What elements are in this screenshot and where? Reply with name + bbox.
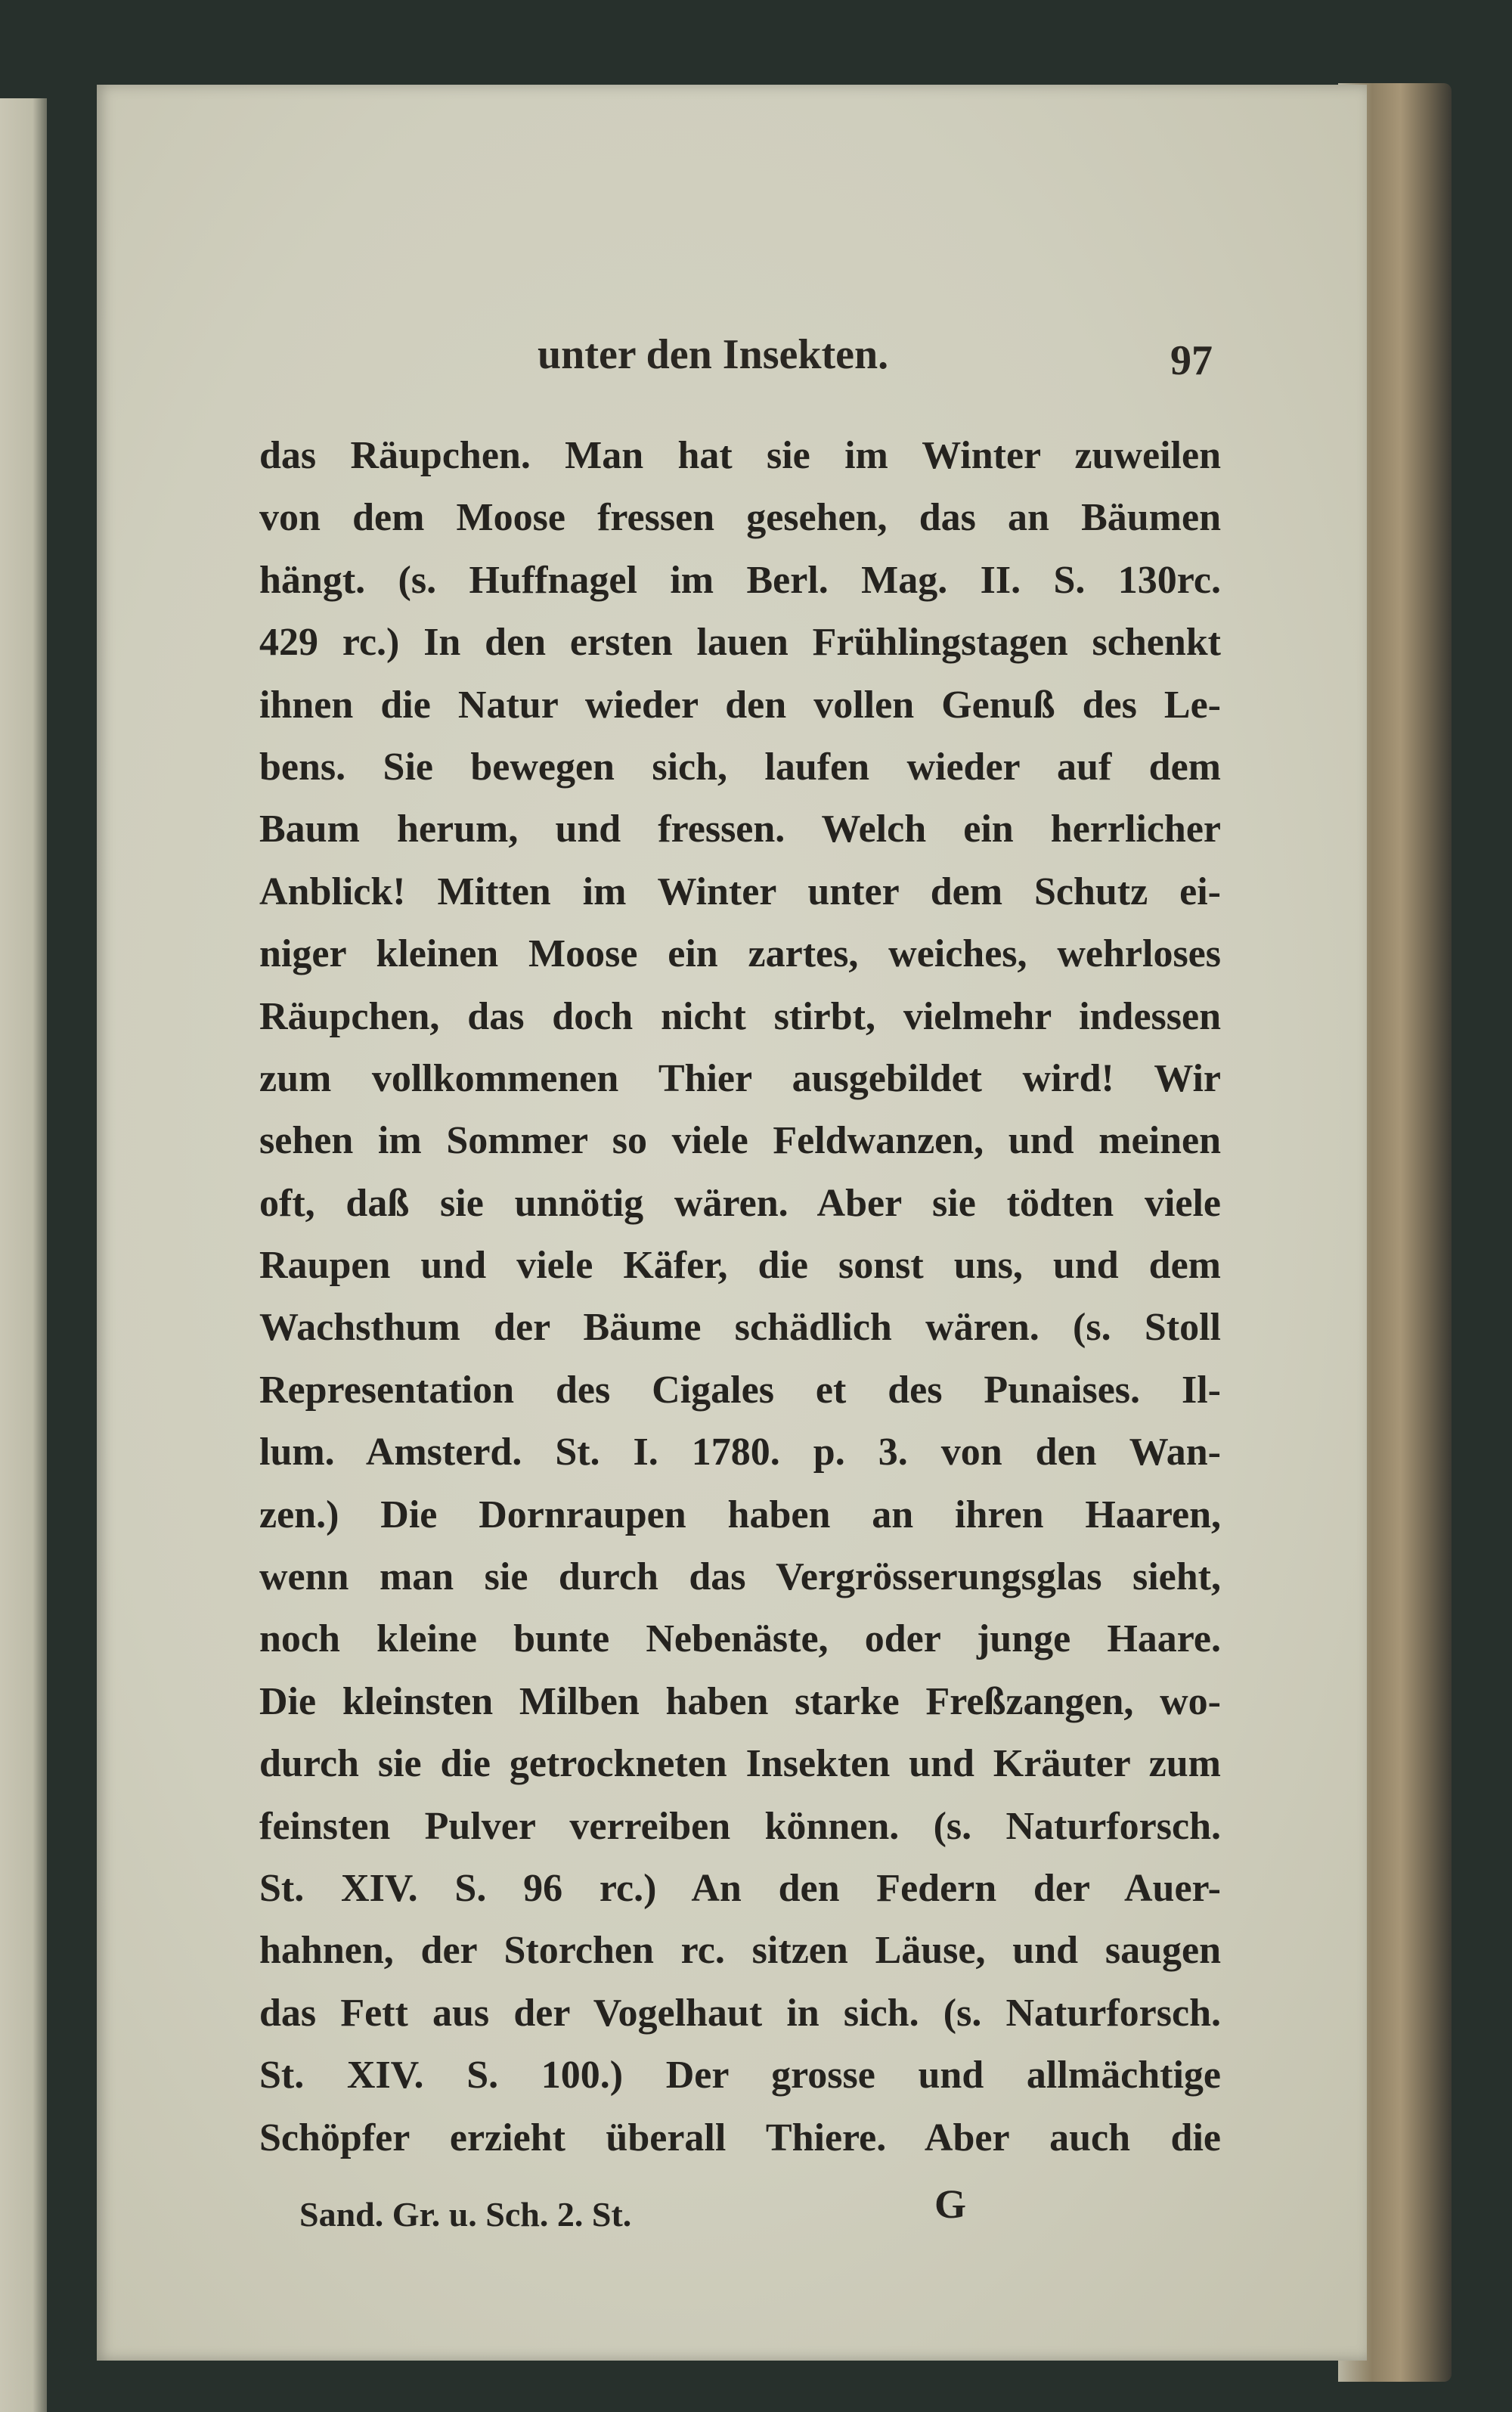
text-line: zen.) Die Dornraupen haben an ihren Haaren, xyxy=(259,1493,1221,1536)
book-page xyxy=(97,85,1367,2361)
text-line: Die kleinsten Milben haben starke Freßzangen, wo- xyxy=(259,1679,1221,1723)
text-line: oft, daß sie unnötig wären. Aber sie tödten viele xyxy=(259,1181,1221,1225)
body-text xyxy=(259,425,1221,2169)
text-line: Räupchen, das doch nicht stirbt, vielmehr indessen xyxy=(259,994,1221,1038)
text-line: lum. Amsterd. St. I. 1780. p. 3. von den Wan- xyxy=(259,1431,1221,1474)
text-line: St. XIV. S. 96 rc.) An den Federn der Auer- xyxy=(259,1866,1221,1910)
text-line: feinsten Pulver verreiben können. (s. Naturforsch. xyxy=(259,1804,1221,1848)
text-line: Baum herum, und fressen. Welch ein herrlicher xyxy=(259,808,1221,851)
page-number: 97 xyxy=(1170,337,1213,384)
text-line: St. XIV. S. 100.) Der grosse und allmächtige xyxy=(259,2054,1221,2097)
text-line: das Räupchen. Man hat sie im Winter zuweilen xyxy=(259,434,1221,477)
facing-page-edge xyxy=(0,98,47,2412)
text-line: Raupen und viele Käfer, die sonst uns, und dem xyxy=(259,1244,1221,1288)
running-title: unter den Insekten. xyxy=(538,331,889,378)
signature-line: Sand. Gr. u. Sch. 2. St. xyxy=(299,2195,632,2234)
text-line: Anblick! Mitten im Winter unter dem Schutz ei- xyxy=(259,870,1221,913)
text-line: sehen im Sommer so viele Feldwanzen, und meinen xyxy=(259,1119,1221,1163)
text-line: Schöpfer erzieht überall Thiere. Aber auch die xyxy=(259,2116,1221,2159)
page-footer xyxy=(299,2181,1055,2247)
text-line: hahnen, der Storchen rc. sitzen Läuse, und saugen xyxy=(259,1929,1221,1973)
text-line: von dem Moose fressen gesehen, das an Bäumen xyxy=(259,496,1221,540)
text-line: durch sie die getrockneten Insekten und Kräuter zum xyxy=(259,1742,1221,1786)
text-line: niger kleinen Moose ein zartes, weiches, wehrloses xyxy=(259,932,1221,976)
text-line: 429 rc.) In den ersten lauen Frühlingstagen schenkt xyxy=(259,621,1221,665)
text-line: das Fett aus der Vogelhaut in sich. (s. Naturforsch. xyxy=(259,1991,1221,2035)
text-line: noch kleine bunte Nebenäste, oder junge Haare. xyxy=(259,1617,1221,1661)
text-line: Wachsthum der Bäume schädlich wären. (s. Stoll xyxy=(259,1306,1221,1350)
text-line: ihnen die Natur wieder den vollen Genuß des Le- xyxy=(259,683,1221,727)
text-line: bens. Sie bewegen sich, laufen wieder auf dem xyxy=(259,745,1221,789)
page-header xyxy=(97,330,1367,391)
text-line: wenn man sie durch das Vergrösserungsglas sieht, xyxy=(259,1555,1221,1599)
text-line: hängt. (s. Huffnagel im Berl. Mag. II. S. 130rc. xyxy=(259,558,1221,602)
gathering-mark: G xyxy=(934,2181,967,2227)
text-line: Representation des Cigales et des Punaises. Il- xyxy=(259,1368,1221,1412)
text-line: zum vollkommenen Thier ausgebildet wird! Wir xyxy=(259,1056,1221,1100)
